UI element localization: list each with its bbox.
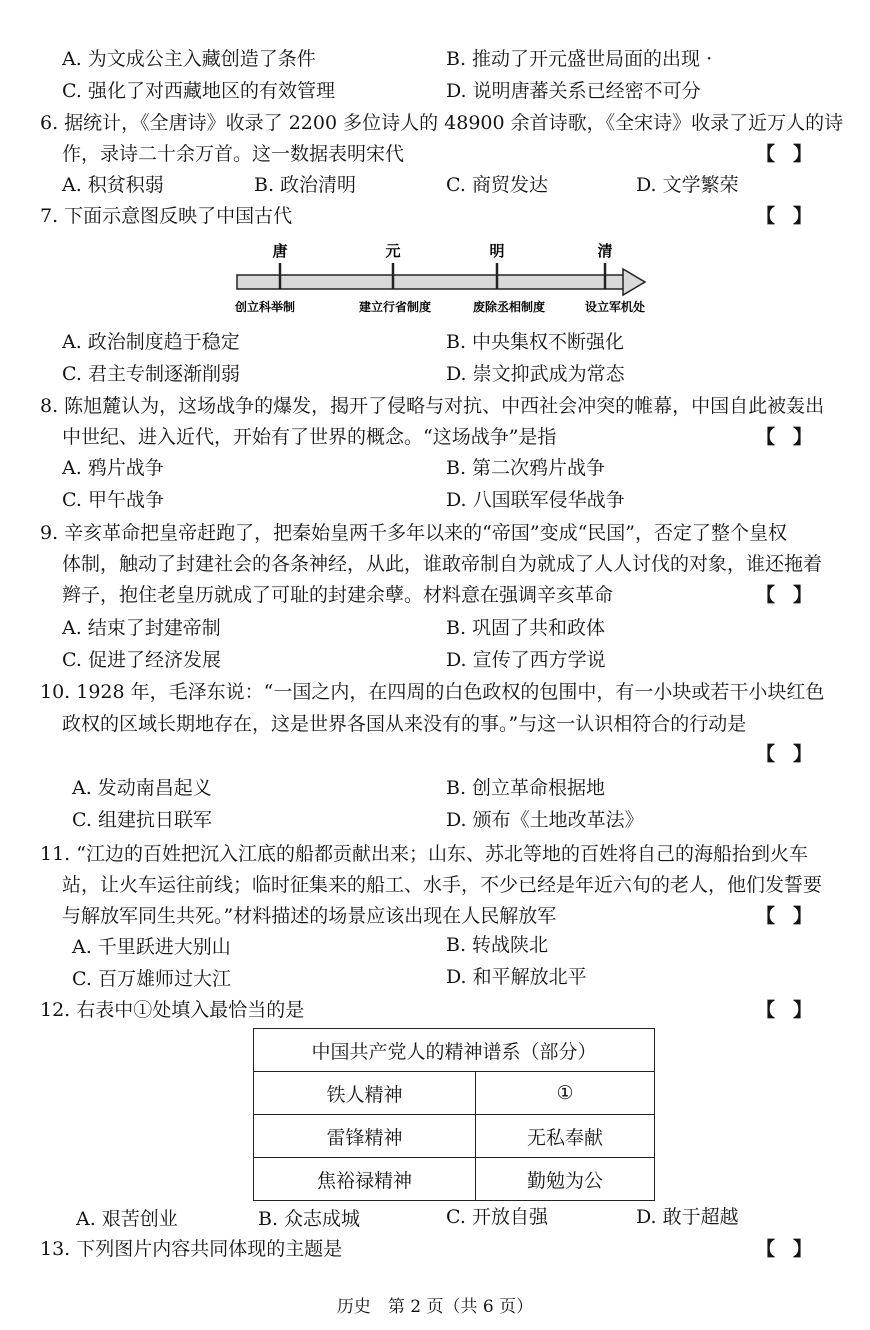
q13-answer-bracket: 【】 [755,1238,830,1260]
q6-option-a: A. 积贫积弱 [62,174,164,196]
q12-stem-line1: 12. 右表中①处填入最恰当的是 [40,999,305,1021]
q11-stem-line2: 站，让火车运往前线；临时征集来的船工、水手，不少已经是年近六旬的老人，他们发誓要 [62,874,823,896]
q10-stem-line1: 10. 1928 年，毛泽东说：“一国之内，在四周的白色政权的包围中，有一小块或若干小块红色 [40,681,825,703]
timeline-arrowhead [623,269,645,295]
q5-option-b: B. 推动了开元盛世局面的出现 · [446,48,713,70]
timeline-dynasty-ming: 明 [489,242,505,260]
q11-option-a: A. 千里跃进大别山 [72,936,231,958]
q10-option-b: B. 创立革命根据地 [446,777,606,799]
q8-stem-line1: 8. 陈旭麓认为，这场战争的爆发，揭开了侵略与对抗、中西社会冲突的帷幕，中国自此被轰出 [40,395,825,417]
timeline-diagram [225,232,665,322]
q7-stem-line1: 7. 下面示意图反映了中国古代 [40,205,293,227]
q6-stem-line2: 作，录诗二十余万首。这一数据表明宋代 [62,143,405,165]
q7-option-d: D. 崇文抑武成为常态 [446,363,625,385]
q11-option-d: D. 和平解放北平 [446,966,587,988]
table-row [254,1115,655,1158]
q6-option-d: D. 文学繁荣 [636,174,739,196]
q8-option-d: D. 八国联军侵华战争 [446,489,625,511]
q6-stem-line1: 6. 据统计，《全唐诗》收录了 2200 多位诗人的 48900 余首诗歌，《全宋诗》收录了近万人的诗 [40,112,844,134]
q12-option-b: B. 众志成城 [258,1208,361,1230]
table-cell: 无私奉献 [476,1115,655,1158]
q12-option-a: A. 艰苦创业 [76,1208,178,1230]
q9-option-b: B. 巩固了共和政体 [446,617,606,639]
timeline-dynasty-tang: 唐 [272,242,288,260]
table-cell: 焦裕禄精神 [254,1158,476,1201]
q8-stem-line2: 中世纪、进入近代，开始有了世界的概念。“这场战争”是指 [62,426,557,448]
table-cell: 勤勉为公 [476,1158,655,1201]
q9-stem-line1: 9. 辛亥革命把皇帝赶跑了，把秦始皇两千多年以来的“帝国”变成“民国”，否定了整个皇权 [40,522,788,544]
q9-stem-line2: 体制，触动了封建社会的各条神经，从此，谁敢帝制自为就成了人人讨伐的对象，谁还拖着 [62,553,823,575]
q8-option-a: A. 鸦片战争 [62,457,164,479]
table-title: 中国共产党人的精神谱系（部分） [254,1029,655,1072]
q7-option-b: B. 中央集权不断强化 [446,331,625,353]
table-cell: 雷锋精神 [254,1115,476,1158]
q6-answer-bracket: 【】 [755,143,830,165]
q5-option-c: C. 强化了对西藏地区的有效管理 [62,80,335,102]
q11-answer-bracket: 【】 [755,905,830,927]
q9-option-a: A. 结束了封建帝制 [62,617,221,639]
table-row [254,1072,655,1115]
q11-stem-line3: 与解放军同生共死。”材料描述的场景应该出现在人民解放军 [62,905,557,927]
q7-option-a: A. 政治制度趋于稳定 [62,331,240,353]
table-cell: ① [476,1072,655,1115]
q9-option-d: D. 宣传了西方学说 [446,649,606,671]
timeline-event-qing: 设立军机处 [584,300,646,314]
q9-stem-line3: 辫子，抱住老皇历就成了可耻的封建余孽。材料意在强调辛亥革命 [62,584,614,606]
q6-option-b: B. 政治清明 [254,174,357,196]
q8-option-b: B. 第二次鸦片战争 [446,457,606,479]
q7-option-c: C. 君主专制逐渐削弱 [62,363,240,385]
q6-option-c: C. 商贸发达 [446,174,548,196]
q9-option-c: C. 促进了经济发展 [62,649,221,671]
q9-answer-bracket: 【】 [755,584,830,606]
timeline-event-ming: 废除丞相制度 [472,300,546,314]
timeline-bar [237,275,625,289]
q12-option-c: C. 开放自强 [446,1206,548,1228]
q10-option-d: D. 颁布《土地改革法》 [446,809,644,831]
spirit-lineage-table [253,1028,655,1201]
q10-stem-line2: 政权的区域长期地存在，这是世界各国从来没有的事。”与这一认识相符合的行动是 [62,713,747,735]
q5-option-d: D. 说明唐蕃关系已经密不可分 [446,80,701,102]
table-cell: 铁人精神 [254,1072,476,1115]
table-row [254,1158,655,1201]
timeline-event-yuan: 建立行省制度 [358,300,432,314]
q11-stem-line1: 11. “江边的百姓把沉入江底的船都贡献出来；山东、苏北等地的百姓将自己的海船抬到火车 [40,843,808,865]
q8-option-c: C. 甲午战争 [62,489,164,511]
q10-option-a: A. 发动南昌起义 [72,777,212,799]
table-row [254,1029,655,1072]
timeline-dynasty-qing: 清 [597,242,613,260]
q5-option-a: A. 为文成公主入藏创造了条件 [62,48,316,70]
q12-answer-bracket: 【】 [755,999,830,1021]
q11-option-c: C. 百万雄师过大江 [72,968,231,990]
timeline-dynasty-yuan: 元 [385,242,401,260]
q10-answer-bracket: 【】 [755,743,830,765]
q10-option-c: C. 组建抗日联军 [72,809,212,831]
q13-stem-line1: 13. 下列图片内容共同体现的主题是 [40,1238,343,1260]
page-footer: 历史 第 2 页（共 6 页） [336,1297,534,1317]
timeline-event-tang: 创立科举制 [234,300,296,314]
q12-option-d: D. 敢于超越 [636,1206,739,1228]
q11-option-b: B. 转战陕北 [446,934,549,956]
q8-answer-bracket: 【】 [755,426,830,448]
q7-answer-bracket: 【】 [755,205,830,227]
